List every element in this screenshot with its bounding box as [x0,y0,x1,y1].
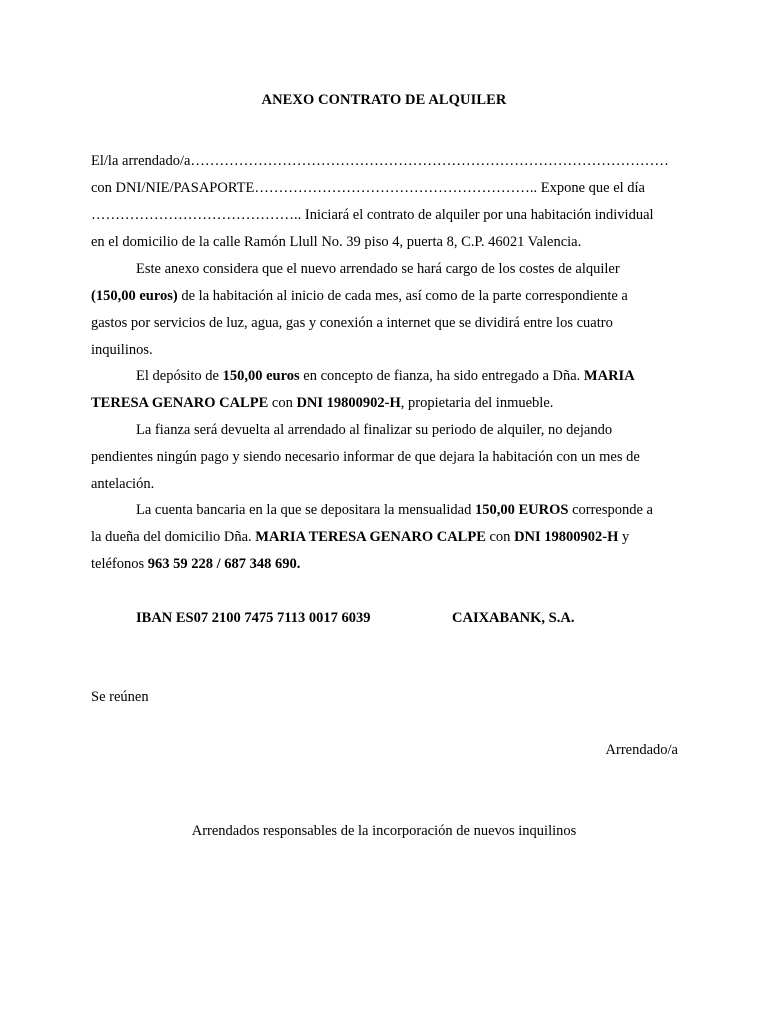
text-line [136,501,726,519]
text-line: antelación. [91,476,155,492]
owner-name: MARIA [583,368,635,384]
text-line: La fianza será devuelta al arrendado al finalizar su periodo de alquiler, no dejando [136,422,613,438]
text-span: de la habitación al inicio de cada mes, así como de la parte correspondiente a [177,288,628,304]
text-line [91,287,681,305]
footer-text: Arrendados responsables de la incorporación de nuevos inquilinos [191,823,577,839]
text-line: Este anexo considera que el nuevo arrendado se hará cargo de los costes de alquiler [136,261,620,277]
text-line: El/la arrendado/a……………………………………………………………………………………… [91,153,669,169]
text-line: en el domicilio de la calle Ramón Llull No. 39 piso 4, puerta 8, C.P. 46021 Valencia. [91,234,582,250]
deposit-amount: 150,00 euros [222,368,300,384]
arrendado-label: Arrendado/a [605,742,678,758]
owner-dni: DNI 19800902-H [296,395,401,411]
iban-number: IBAN ES07 2100 7475 7113 0017 6039 [136,610,371,626]
monthly-amount: 150,00 EUROS [474,502,569,518]
owner-dni: DNI 19800902-H [514,529,619,545]
text-line: inquilinos. [91,342,153,358]
text-line [136,367,726,385]
phone-numbers: 963 59 228 / 687 348 690. [147,556,301,572]
text-line [91,394,681,412]
owner-name: TERESA GENARO CALPE [91,395,269,411]
text-line [91,528,681,546]
text-span: teléfonos [91,556,148,572]
text-span: , propietaria del inmueble. [400,395,554,411]
text-line: con DNI/NIE/PASAPORTE………………………………………………….. Expone que el día [91,180,645,196]
text-line: pendientes ningún pago y siendo necesario informar de que dejara la habitación con un mes de [91,449,640,465]
rent-amount: (150,00 euros) [91,288,178,304]
text-line: gastos por servicios de luz, agua, gas y conexión a internet que se dividirá entre los cuatro [91,315,613,331]
text-span: con [268,395,297,411]
text-span: y [618,529,630,545]
document-title: ANEXO CONTRATO DE ALQUILER [261,92,507,108]
text-span: corresponde a [568,502,653,518]
owner-name: MARIA TERESA GENARO CALPE [255,529,486,545]
text-span: El depósito de [136,368,223,384]
text-span: con [485,529,515,545]
text-span: la dueña del domicilio Dña. [91,529,256,545]
text-span: La cuenta bancaria en la que se depositara la mensualidad [136,502,475,518]
text-span: en concepto de fianza, ha sido entregado a Dña. [299,368,584,384]
se-reunen-label: Se reúnen [91,689,149,705]
bank-name: CAIXABANK, S.A. [452,610,575,626]
text-line: …………………………………….. Iniciará el contrato de alquiler por una habitación individual [91,207,654,223]
text-line [91,555,681,573]
